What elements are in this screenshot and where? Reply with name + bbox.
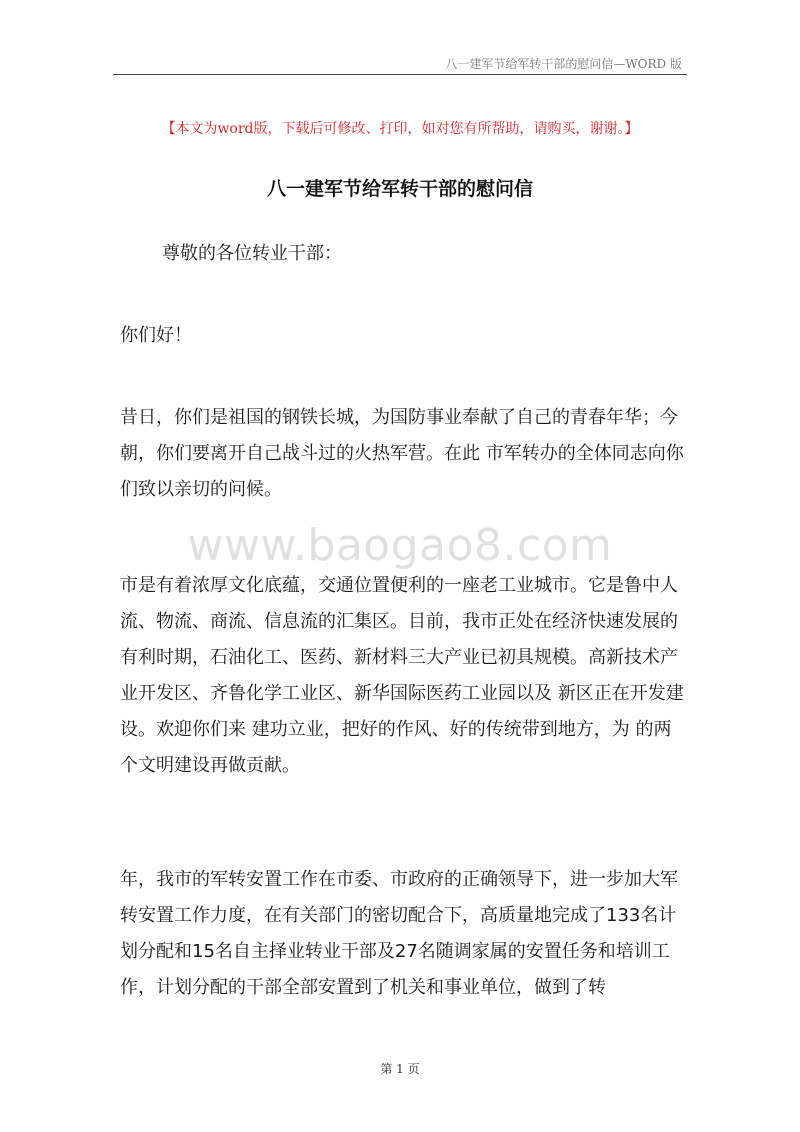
header-divider: [113, 74, 687, 75]
download-notice: 【本文为word版，下载后可修改、打印，如对您有所帮助，请购买，谢谢。】: [161, 121, 639, 137]
body-paragraph-1: 昔日，你们是祖国的钢铁长城，为国防事业奉献了自己的青春年华；今朝，你们要离开自己战斗过的火热军营。在此 市军转办的全体同志向你们致以亲切的问候。: [120, 407, 684, 500]
running-header: 八一建军节给军转干部的慰问信—WORD 版: [445, 57, 682, 71]
greeting: 你们好！: [120, 325, 192, 346]
page-number: 第 1 页: [380, 1062, 420, 1076]
document-title: 八一建军节给军转干部的慰问信: [266, 178, 533, 200]
body-paragraph-3: 年，我市的军转安置工作在市委、市政府的正确领导下，进一步加大军转安置工作力度，在有关部门的密切配合下，高质量地完成了133名计划分配和15名自主择业转业干部及27名随调家属的安置任务和培训工作，计划分配的干部全部安置到了机关和事业单位，做到了转: [120, 869, 678, 998]
watermark: www.baogao8.com: [187, 520, 613, 571]
salutation: 尊敬的各位转业干部：: [162, 243, 342, 264]
body-paragraph-2: 市是有着浓厚文化底蕴，交通位置便利的一座老工业城市。它是鲁中人流、物流、商流、信息流的汇集区。目前，我市正处在经济快速发展的有利时期，石油化工、医药、新材料三大产业已初具规模。高新技术产业开发区、齐鲁化学工业区、新华国际医药工业园以及 新区正在开发建设。欢迎你们来 建功立业，把好的作风、好的传统带到地方，为 的两个文明建设再做贡献。: [120, 575, 684, 776]
